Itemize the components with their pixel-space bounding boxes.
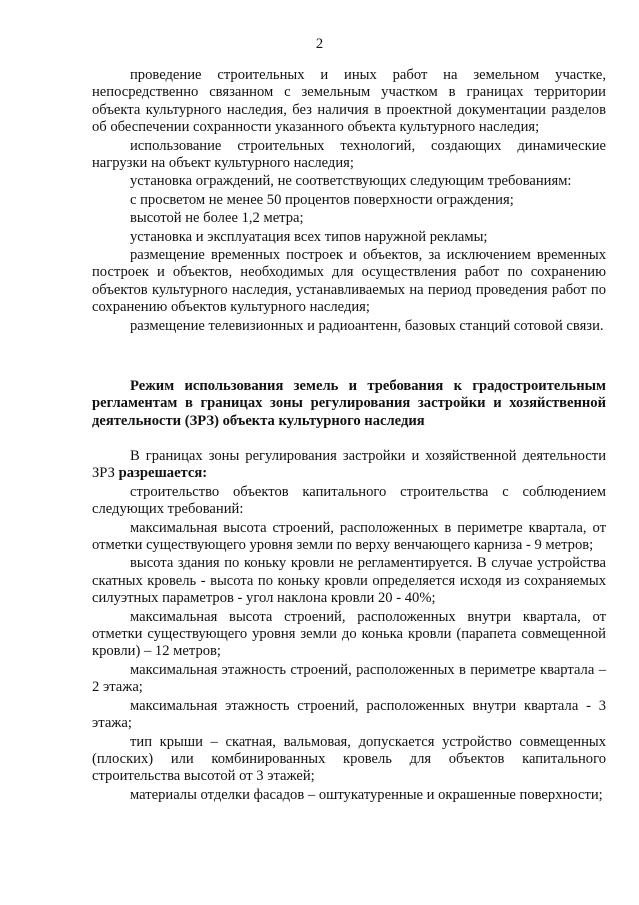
list-item: максимальная высота строений, расположенных внутри квартала, от отметки существующего уровня земли до конька кровли (парапета совмещенной кровли) – 12 метров; bbox=[92, 608, 606, 660]
section-heading: Режим использования земель и требования к градостроительным регламентам в границах зоны регулирования застройки и хозяйственной деятельности (ЗРЗ) объекта культурного наследия bbox=[92, 378, 606, 429]
list-item: размещение телевизионных и радиоантенн, базовых станций сотовой связи. bbox=[130, 317, 604, 334]
intro-bold: разрешается: bbox=[118, 465, 208, 482]
list-item: использование строительных технологий, создающих динамические нагрузки на объект культурного наследия; bbox=[92, 137, 606, 172]
list-item: высотой не более 1,2 метра; bbox=[130, 210, 304, 227]
list-item: строительство объектов капитального строительства с соблюдением следующих требований: bbox=[92, 483, 606, 518]
list-item: с просветом не менее 50 процентов поверхности ограждения; bbox=[130, 191, 514, 208]
intro-paragraph bbox=[92, 448, 606, 483]
list-item: материалы отделки фасадов – оштукатуренные и окрашенные поверхности; bbox=[130, 786, 603, 803]
permissions-section bbox=[92, 448, 606, 805]
list-item: размещение временных построек и объектов, за исключением временных построек и объектов, необходимых для осуществления работ по сохранению объектов культурного наследия, устанавливаемых на период проведения работ по сохранению объектов культурного наследия; bbox=[92, 247, 606, 316]
list-item: проведение строительных и иных работ на земельном участке, непосредственно связанном с земельным участком в границах территории объекта культурного наследия, без наличия в проектной документации разделов об обеспечении сохранности указанного объекта культурного наследия; bbox=[92, 67, 606, 136]
list-item: максимальная этажность строений, расположенных внутри квартала - 3 этажа; bbox=[92, 697, 606, 732]
list-item: тип крыши – скатная, вальмовая, допускается устройство совмещенных (плоских) или комбинированных кровель для объектов капитального строительства высотой от 3 этажей; bbox=[92, 733, 606, 785]
list-item: установка ограждений, не соответствующих следующим требованиям: bbox=[130, 173, 572, 190]
list-item: максимальная этажность строений, расположенных в периметре квартала – 2 этажа; bbox=[92, 661, 606, 696]
list-item: высота здания по коньку кровли не регламентируется. В случае устройства скатных кровель - высота по коньку кровли определяется исходя из сохраняемых силуэтных параметров - угол наклона кровли 20 - 40%; bbox=[92, 555, 606, 607]
page-number: 2 bbox=[315, 36, 324, 52]
list-item: установка и эксплуатация всех типов наружной рекламы; bbox=[130, 228, 488, 245]
intro-text: В границах зоны регулирования застройки и хозяйственной деятельности ЗРЗ bbox=[92, 448, 606, 482]
section-heading-block bbox=[92, 378, 606, 430]
prohibitions-list bbox=[92, 67, 606, 336]
list-item: максимальная высота строений, расположенных в периметре квартала, от отметки существующего уровня земли по верху венчающего карниза - 9 метров; bbox=[92, 519, 606, 554]
